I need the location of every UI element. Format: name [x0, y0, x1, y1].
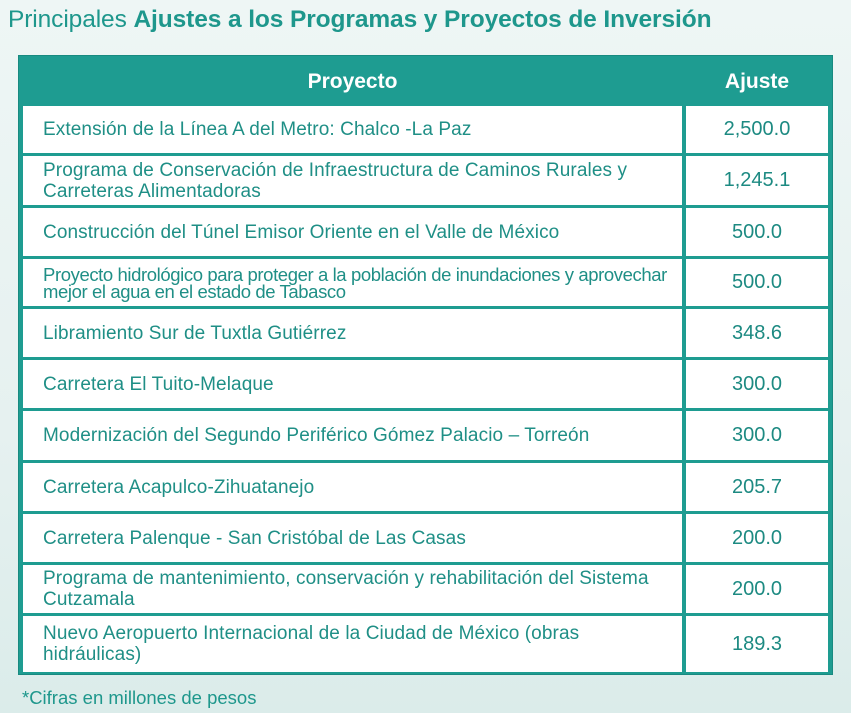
adjustment-value-cell: 500.0 [686, 208, 828, 256]
table-row [23, 616, 828, 672]
table-row [23, 411, 828, 460]
investment-adjustments-table-frame [18, 55, 833, 675]
table-row [23, 463, 828, 511]
adjustment-value-cell: 189.3 [686, 616, 828, 672]
table-row [23, 156, 828, 205]
adjustment-value-cell: 205.7 [686, 463, 828, 511]
page-title-prefix: Principales [8, 6, 127, 33]
page-title [8, 6, 711, 34]
adjustment-value-cell: 200.0 [686, 565, 828, 613]
adjustment-value-cell: 300.0 [686, 360, 828, 408]
footnote: *Cifras en millones de pesos [22, 687, 257, 708]
table-row [23, 565, 828, 613]
table-header-row [23, 59, 828, 103]
table-row [23, 208, 828, 256]
table-row [23, 309, 828, 357]
project-name-cell: Carretera Palenque - San Cristóbal de Las Casas [23, 514, 682, 562]
project-name-cell: Modernización del Segundo Periférico Gómez Palacio – Torreón [23, 411, 682, 460]
project-name-cell: Extensión de la Línea A del Metro: Chalco -La Paz [23, 106, 682, 153]
project-name-cell: Carretera Acapulco-Zihuatanejo [23, 463, 682, 511]
page-title-emphasis: Ajustes a los Programas y Proyectos de Inversión [133, 6, 712, 33]
project-name-cell: Programa de mantenimiento, conservación y rehabilitación del Sistema Cutzamala [23, 565, 682, 613]
table-row [23, 514, 828, 562]
adjustment-value-cell: 2,500.0 [686, 106, 828, 153]
project-name-cell: Programa de Conservación de Infraestructura de Caminos Rurales y Carreteras Alimentadoras [23, 156, 682, 205]
adjustment-value-cell: 200.0 [686, 514, 828, 562]
project-name-cell: Construcción del Túnel Emisor Oriente en el Valle de México [23, 208, 682, 256]
project-name-cell: Nuevo Aeropuerto Internacional de la Ciudad de México (obras hidráulicas) [23, 616, 682, 672]
project-name-cell: Proyecto hidrológico para proteger a la población de inundaciones y aprovechar mejor el agua en el estado de Tabasco [23, 259, 682, 306]
column-header-project: Proyecto [307, 70, 398, 93]
adjustment-value-cell: 500.0 [686, 259, 828, 306]
table-row [23, 106, 828, 153]
column-header-adjustment: Ajuste [724, 70, 790, 93]
adjustment-value-cell: 1,245.1 [686, 156, 828, 205]
adjustment-value-cell: 348.6 [686, 309, 828, 357]
adjustment-value-cell: 300.0 [686, 411, 828, 460]
table-row [23, 259, 828, 306]
investment-adjustments-table [19, 56, 832, 675]
project-name-cell: Carretera El Tuito-Melaque [23, 360, 682, 408]
table-row [23, 360, 828, 408]
project-name-cell: Libramiento Sur de Tuxtla Gutiérrez [23, 309, 682, 357]
